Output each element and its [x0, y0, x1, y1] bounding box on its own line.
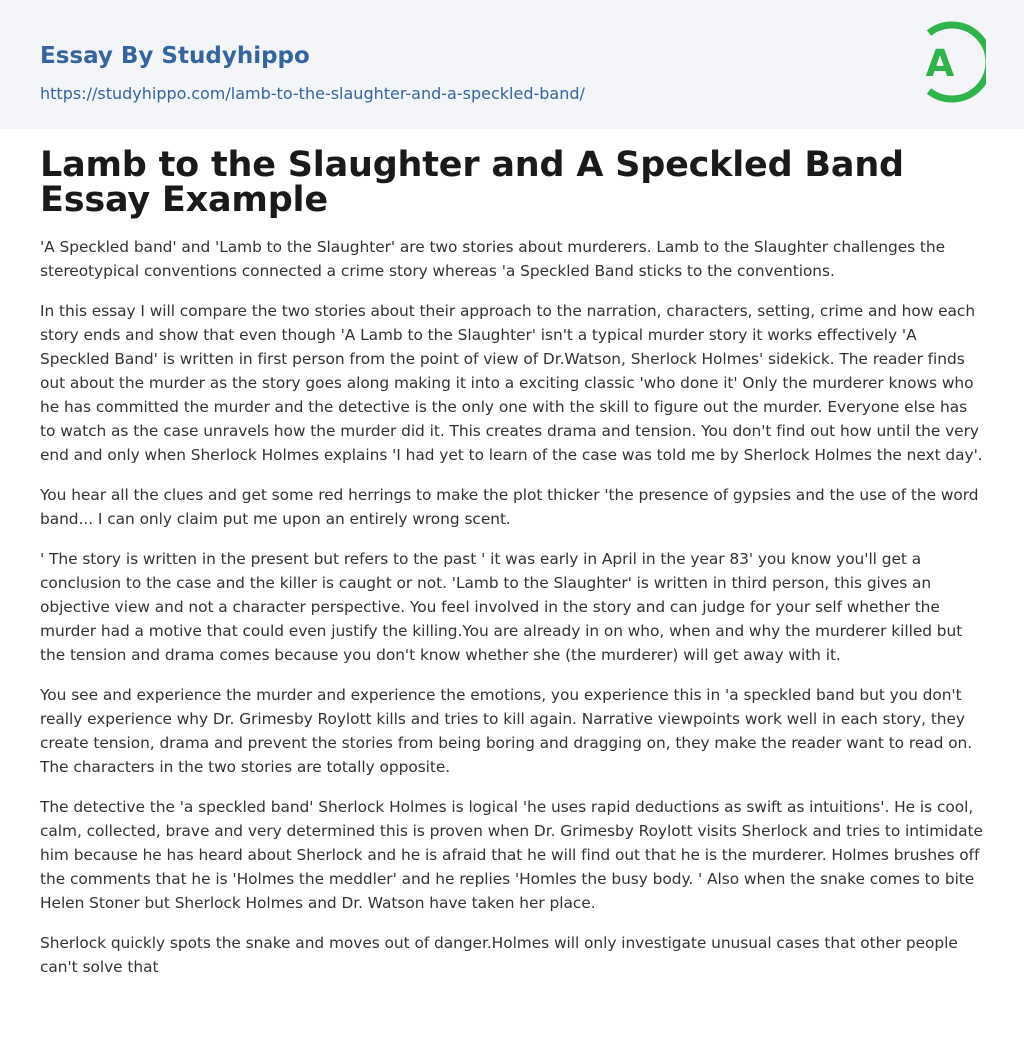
studyhippo-logo-icon[interactable]	[912, 19, 986, 105]
logo-letter: A	[925, 42, 955, 85]
article-paragraph: 'A Speckled band' and 'Lamb to the Slaughter' are two stories about murderers. Lamb to the Slaughter challenges the stereotypical conventions connected a crime story whereas 'a Speckled Band sticks to the conventions.	[40, 238, 946, 280]
article-paragraph: In this essay I will compare the two stories about their approach to the narration, characters, setting, crime and how each story ends and show that even though 'A Lamb to the Slaughter' isn't a typical murder story it works effectively 'A Speckled Band' is written in first person from the point of view of Dr.Watson, Sherlock Holmes' sidekick. The reader finds out about the murder as the story goes along making it into a exciting classic 'who done it' Only the murderer knows who he has committed the murder and the detective is the only one with the skill to figure out the murder. Everyone else has to watch as the case unravels how the murder did it. This creates drama and tension. You don't find out how until the very end and only when Sherlock Holmes explains 'I had yet to learn of the case was told me by Sherlock Holmes the next day'.	[40, 302, 983, 464]
article-body	[40, 145, 984, 995]
article-title: Lamb to the Slaughter and A Speckled Band Essay Example	[40, 145, 904, 220]
site-title[interactable]: Essay By Studyhippo	[40, 43, 310, 69]
article-paragraph: You see and experience the murder and experience the emotions, you experience this in 'a speckled band but you don't really experience why Dr. Grimesby Roylott kills and tries to kill again. Narrative viewpoints work well in each story, they create tension, drama and prevent the stories from being boring and dragging on, they make the reader want to read on. The characters in the two stories are totally opposite.	[40, 686, 973, 776]
article-paragraph: The detective the 'a speckled band' Sherlock Holmes is logical 'he uses rapid deductions as swift as intuitions'. He is cool, calm, collected, brave and very determined this is proven when Dr. Grimesby Roylott visits Sherlock and tries to intimidate him because he has heard about Sherlock and he is afraid that he will find out that he is the murderer. Holmes brushes off the comments that he is 'Holmes the meddler' and he replies 'Homles the busy body. ' Also when the snake comes to bite Helen Stoner but Sherlock Holmes and Dr. Watson have taken her place.	[40, 798, 983, 912]
page-url-link[interactable]: https://studyhippo.com/lamb-to-the-slaughter-and-a-speckled-band/	[40, 84, 585, 103]
article-paragraph: You hear all the clues and get some red herrings to make the plot thicker 'the presence of gypsies and the use of the word band... I can only claim put me upon an entirely wrong scent.	[40, 486, 979, 528]
article-paragraph: Sherlock quickly spots the snake and moves out of danger.Holmes will only investigate unusual cases that other people can't solve that	[40, 934, 958, 976]
site-header	[0, 0, 1024, 129]
article-paragraph: ' The story is written in the present but refers to the past ' it was early in April in the year 83' you know you'll get a conclusion to the case and the killer is caught or not. 'Lamb to the Slaughter' is written in third person, this gives an objective view and not a character perspective. You feel involved in the story and can judge for your self whether the murder had a motive that could even justify the killing.You are already in on who, when and why the murderer killed but the tension and drama comes because you don't know whether she (the murderer) will get away with it.	[40, 550, 963, 664]
